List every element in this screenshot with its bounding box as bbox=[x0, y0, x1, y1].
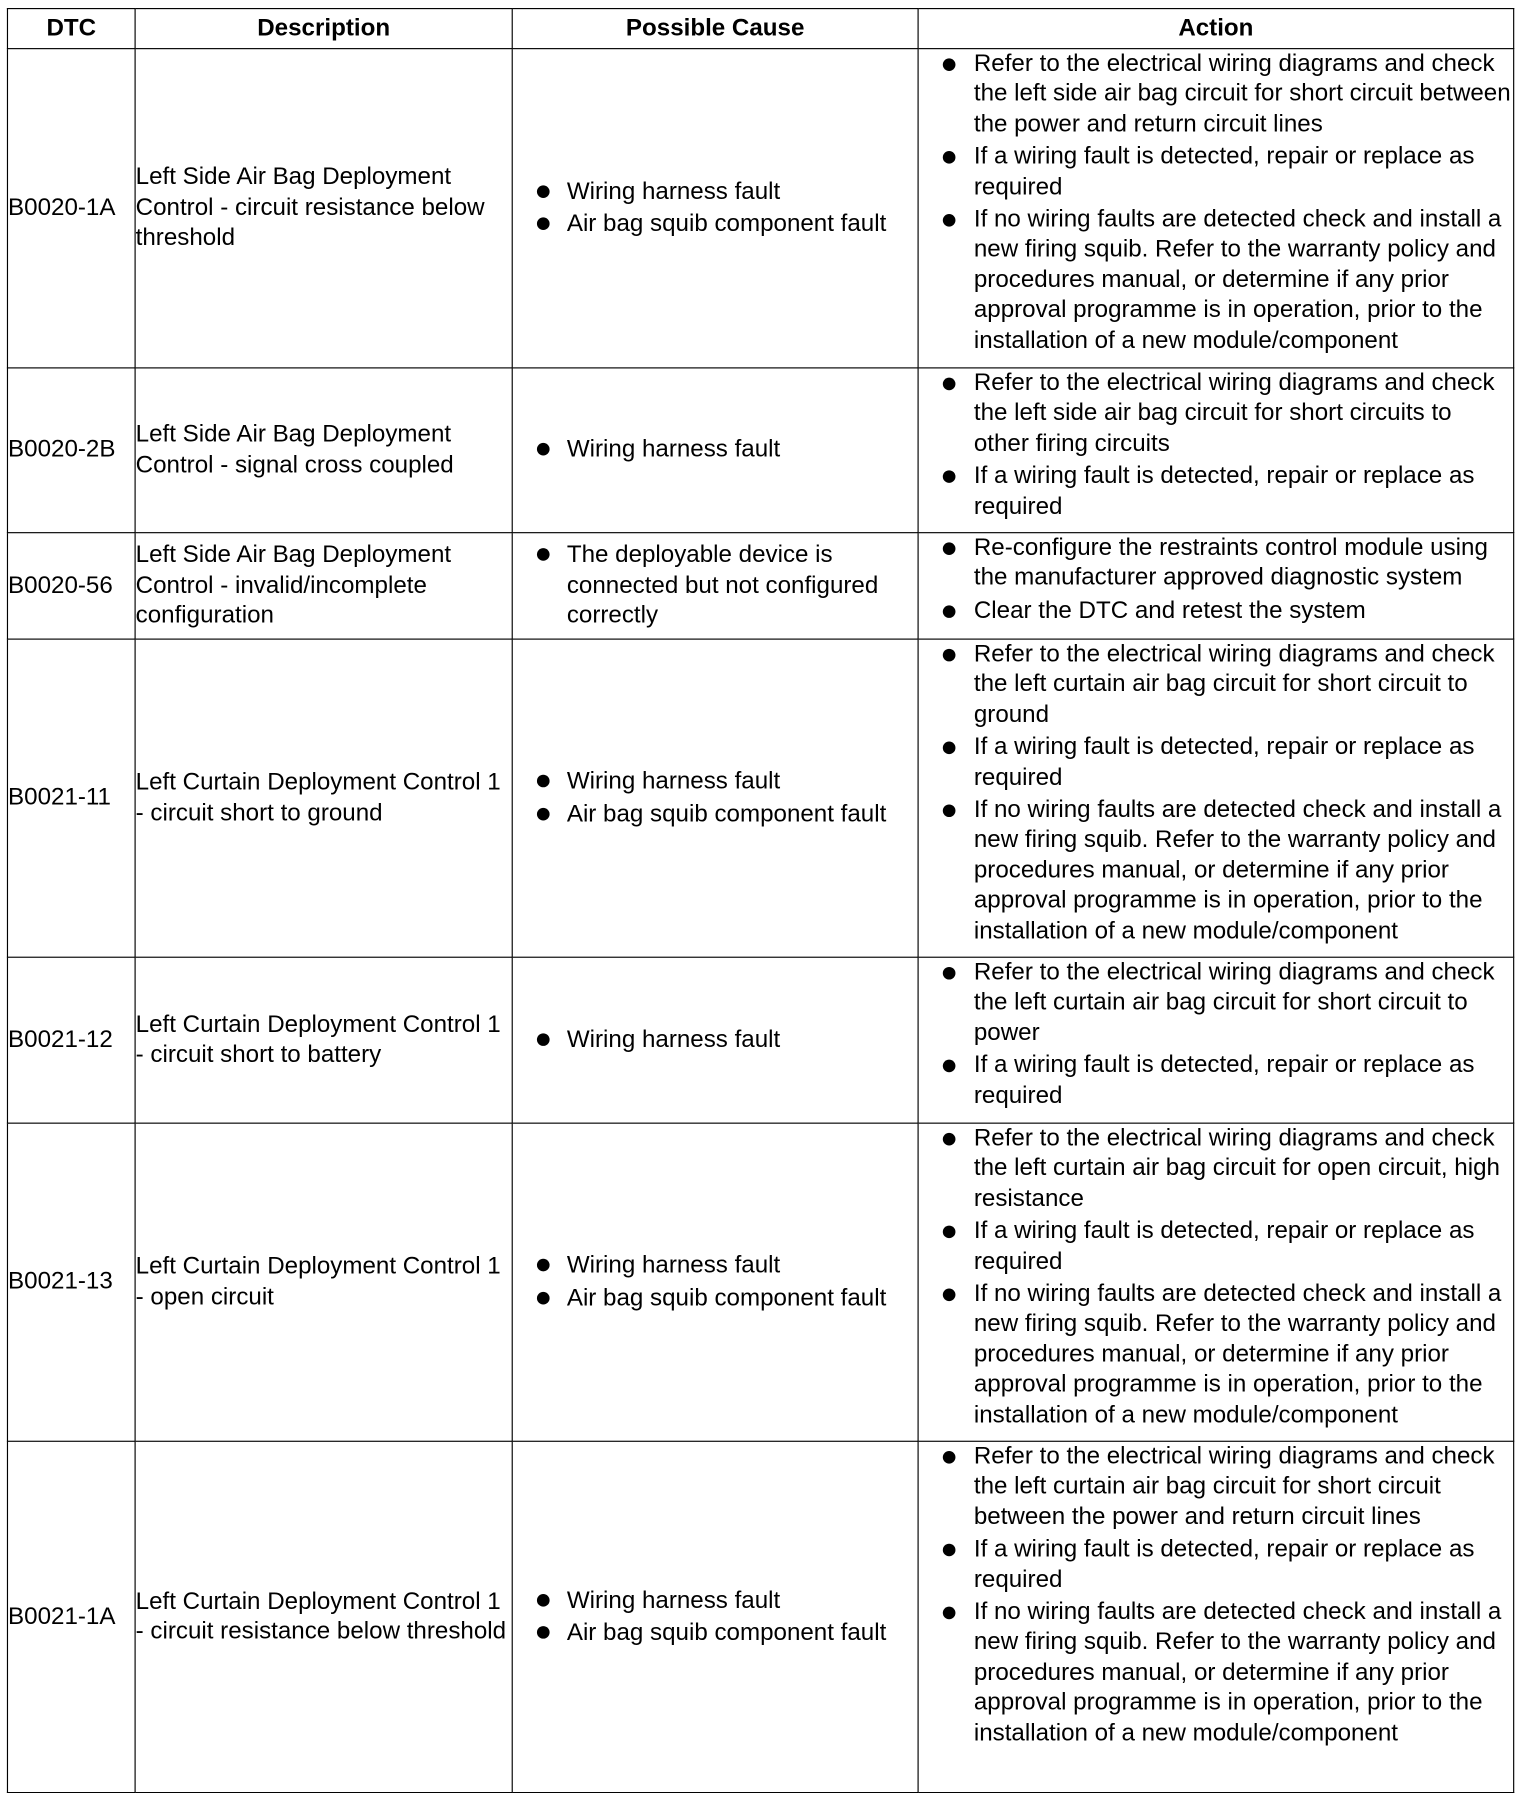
cause-text: Air bag squib component fault bbox=[566, 1284, 887, 1311]
bullet-icon bbox=[943, 378, 956, 391]
bullet-icon bbox=[537, 1291, 550, 1304]
header-description: Description bbox=[135, 9, 512, 49]
cause-list bbox=[513, 766, 918, 831]
list-item bbox=[919, 533, 1513, 593]
action-text: If a wiring fault is detected, repair or replace as required bbox=[973, 733, 1475, 791]
list-item bbox=[919, 1217, 1513, 1277]
cause-text: Air bag squib component fault bbox=[566, 800, 887, 827]
action-text: Refer to the electrical wiring diagrams and check the left curtain air bag circuit for short circuit between the power and return circuit lines bbox=[973, 1442, 1495, 1530]
list-item bbox=[513, 1250, 918, 1283]
dtc-code: B0020-1A bbox=[7, 49, 135, 368]
list-item bbox=[919, 733, 1513, 793]
action-text: If no wiring faults are detected check and install a new firing squib. Refer to the warranty policy and procedures manual, or determine if any prior approval programme is in operation, prior to the installation of a new module/component bbox=[973, 1280, 1502, 1428]
possible-cause-cell bbox=[512, 49, 918, 368]
list-item bbox=[919, 461, 1513, 521]
list-item bbox=[919, 1279, 1513, 1430]
possible-cause-cell bbox=[512, 368, 918, 533]
table-row bbox=[7, 49, 1513, 368]
cause-list bbox=[513, 1584, 918, 1649]
possible-cause-cell bbox=[512, 533, 918, 639]
dtc-code: B0020-2B bbox=[7, 368, 135, 533]
dtc-code: B0021-12 bbox=[7, 957, 135, 1123]
action-cell bbox=[918, 1123, 1514, 1441]
dtc-description: Left Curtain Deployment Control 1 - circuit resistance below threshold bbox=[135, 1441, 512, 1792]
possible-cause-cell bbox=[512, 1123, 918, 1441]
action-text: Refer to the electrical wiring diagrams and check the left side air bag circuit for short circuit between the power and return circuit lines bbox=[973, 50, 1511, 138]
bullet-icon bbox=[943, 1544, 956, 1557]
action-text: If no wiring faults are detected check and install a new firing squib. Refer to the warranty policy and procedures manual, or determine if any prior approval programme is in operation, prior to the installation of a new module/component bbox=[973, 1598, 1502, 1746]
list-item bbox=[919, 958, 1513, 1049]
action-list bbox=[919, 49, 1513, 356]
list-item bbox=[919, 795, 1513, 946]
cause-text: Wiring harness fault bbox=[566, 178, 781, 205]
dtc-table bbox=[7, 8, 1514, 1793]
list-item bbox=[919, 205, 1513, 356]
possible-cause-cell bbox=[512, 1441, 918, 1792]
dtc-description: Left Curtain Deployment Control 1 - open circuit bbox=[135, 1123, 512, 1441]
action-text: Refer to the electrical wiring diagrams and check the left side air bag circuit for short circuits to other firing circuits bbox=[973, 369, 1495, 457]
header-row bbox=[7, 9, 1513, 49]
bullet-icon bbox=[537, 217, 550, 230]
action-text: Refer to the electrical wiring diagrams and check the left curtain air bag circuit for short circuit to ground bbox=[973, 640, 1495, 728]
dtc-description: Left Side Air Bag Deployment Control - signal cross coupled bbox=[135, 368, 512, 533]
cause-list bbox=[513, 1024, 918, 1057]
cause-text: Wiring harness fault bbox=[566, 1026, 781, 1053]
action-text: If a wiring fault is detected, repair or replace as required bbox=[973, 1217, 1475, 1275]
dtc-description: Left Side Air Bag Deployment Control - circuit resistance below threshold bbox=[135, 49, 512, 368]
header-dtc: DTC bbox=[7, 9, 135, 49]
action-list bbox=[919, 1442, 1513, 1749]
bullet-icon bbox=[943, 471, 956, 484]
cause-list bbox=[513, 539, 918, 632]
action-cell bbox=[918, 957, 1514, 1123]
action-text: Re-configure the restraints control module using the manufacturer approved diagnostic system bbox=[973, 534, 1488, 591]
bullet-icon bbox=[943, 804, 956, 817]
list-item bbox=[919, 1535, 1513, 1595]
bullet-icon bbox=[943, 151, 956, 164]
list-item bbox=[919, 142, 1513, 202]
dtc-description: Left Curtain Deployment Control 1 - circuit short to battery bbox=[135, 957, 512, 1123]
action-text: If a wiring fault is detected, repair or replace as required bbox=[973, 462, 1475, 520]
bullet-icon bbox=[537, 185, 550, 198]
list-item bbox=[513, 766, 918, 799]
list-item bbox=[513, 1282, 918, 1315]
table-row bbox=[7, 639, 1513, 957]
bullet-icon bbox=[537, 1259, 550, 1272]
cause-text: Air bag squib component fault bbox=[566, 1619, 887, 1646]
cause-list bbox=[513, 176, 918, 241]
list-item bbox=[919, 640, 1513, 731]
action-text: If no wiring faults are detected check and install a new firing squib. Refer to the warranty policy and procedures manual, or determine if any prior approval programme is in operation, prior to the installation of a new module/component bbox=[973, 796, 1502, 944]
dtc-code: B0021-1A bbox=[7, 1441, 135, 1792]
table-body bbox=[7, 49, 1513, 1793]
action-cell bbox=[918, 1441, 1514, 1792]
list-item bbox=[919, 1598, 1513, 1749]
header-possible-cause: Possible Cause bbox=[512, 9, 918, 49]
list-item bbox=[513, 1584, 918, 1617]
bullet-icon bbox=[943, 1226, 956, 1239]
header-action: Action bbox=[918, 9, 1514, 49]
bullet-icon bbox=[943, 214, 956, 227]
action-text: If a wiring fault is detected, repair or replace as required bbox=[973, 143, 1475, 200]
bullet-icon bbox=[537, 443, 550, 456]
action-list bbox=[919, 640, 1513, 947]
bullet-icon bbox=[943, 1289, 956, 1302]
table-row bbox=[7, 368, 1513, 533]
action-text: If no wiring faults are detected check and install a new firing squib. Refer to the warranty policy and procedures manual, or determine if any prior approval programme is in operation, prior to the installation of a new module/component bbox=[973, 206, 1502, 354]
list-item bbox=[513, 176, 918, 209]
action-text: Refer to the electrical wiring diagrams and check the left curtain air bag circuit for short circuit to power bbox=[973, 958, 1495, 1046]
list-item bbox=[513, 1617, 918, 1650]
action-list bbox=[919, 368, 1513, 521]
cause-text: The deployable device is connected but not configured correctly bbox=[566, 541, 879, 629]
bullet-icon bbox=[537, 807, 550, 820]
bullet-icon bbox=[943, 1607, 956, 1620]
action-cell bbox=[918, 49, 1514, 368]
bullet-icon bbox=[537, 775, 550, 788]
list-item bbox=[919, 1442, 1513, 1533]
list-item bbox=[513, 208, 918, 241]
list-item bbox=[919, 596, 1513, 626]
list-item bbox=[513, 1024, 918, 1057]
action-text: Clear the DTC and retest the system bbox=[973, 597, 1366, 624]
action-text: If a wiring fault is detected, repair or replace as required bbox=[973, 1535, 1475, 1593]
list-item bbox=[513, 539, 918, 632]
bullet-icon bbox=[943, 605, 956, 618]
list-item bbox=[513, 434, 918, 467]
bullet-icon bbox=[943, 542, 956, 555]
bullet-icon bbox=[537, 1033, 550, 1046]
bullet-icon bbox=[537, 549, 550, 562]
cause-text: Wiring harness fault bbox=[566, 767, 781, 795]
action-cell bbox=[918, 639, 1514, 957]
cause-text: Wiring harness fault bbox=[566, 436, 781, 463]
possible-cause-cell bbox=[512, 957, 918, 1123]
bullet-icon bbox=[943, 967, 956, 980]
cause-text: Air bag squib component fault bbox=[566, 210, 887, 237]
action-text: If a wiring fault is detected, repair or replace as required bbox=[973, 1051, 1475, 1109]
list-item bbox=[919, 368, 1513, 459]
action-text: Refer to the electrical wiring diagrams and check the left curtain air bag circuit for open circuit, high resistance bbox=[973, 1124, 1500, 1212]
table-row bbox=[7, 1441, 1513, 1792]
list-item bbox=[919, 1051, 1513, 1111]
dtc-code: B0020-56 bbox=[7, 533, 135, 639]
bullet-icon bbox=[943, 742, 956, 755]
table-row bbox=[7, 957, 1513, 1123]
bullet-icon bbox=[943, 1133, 956, 1146]
cause-list bbox=[513, 434, 918, 467]
cause-list bbox=[513, 1250, 918, 1315]
dtc-code: B0021-13 bbox=[7, 1123, 135, 1441]
bullet-icon bbox=[943, 1060, 956, 1073]
action-cell bbox=[918, 368, 1514, 533]
bullet-icon bbox=[537, 1594, 550, 1607]
cause-text: Wiring harness fault bbox=[566, 1251, 781, 1279]
dtc-description: Left Curtain Deployment Control 1 - circuit short to ground bbox=[135, 639, 512, 957]
cause-text: Wiring harness fault bbox=[566, 1586, 781, 1614]
bullet-icon bbox=[943, 1451, 956, 1464]
action-list bbox=[919, 1124, 1513, 1431]
action-list bbox=[919, 533, 1513, 626]
table-row bbox=[7, 1123, 1513, 1441]
list-item bbox=[919, 1124, 1513, 1215]
list-item bbox=[919, 49, 1513, 140]
dtc-code: B0021-11 bbox=[7, 639, 135, 957]
dtc-description: Left Side Air Bag Deployment Control - invalid/incomplete configuration bbox=[135, 533, 512, 639]
possible-cause-cell bbox=[512, 639, 918, 957]
bullet-icon bbox=[943, 58, 956, 71]
bullet-icon bbox=[943, 649, 956, 662]
table-row bbox=[7, 533, 1513, 639]
action-cell bbox=[918, 533, 1514, 639]
bullet-icon bbox=[537, 1626, 550, 1639]
action-list bbox=[919, 958, 1513, 1111]
list-item bbox=[513, 798, 918, 831]
